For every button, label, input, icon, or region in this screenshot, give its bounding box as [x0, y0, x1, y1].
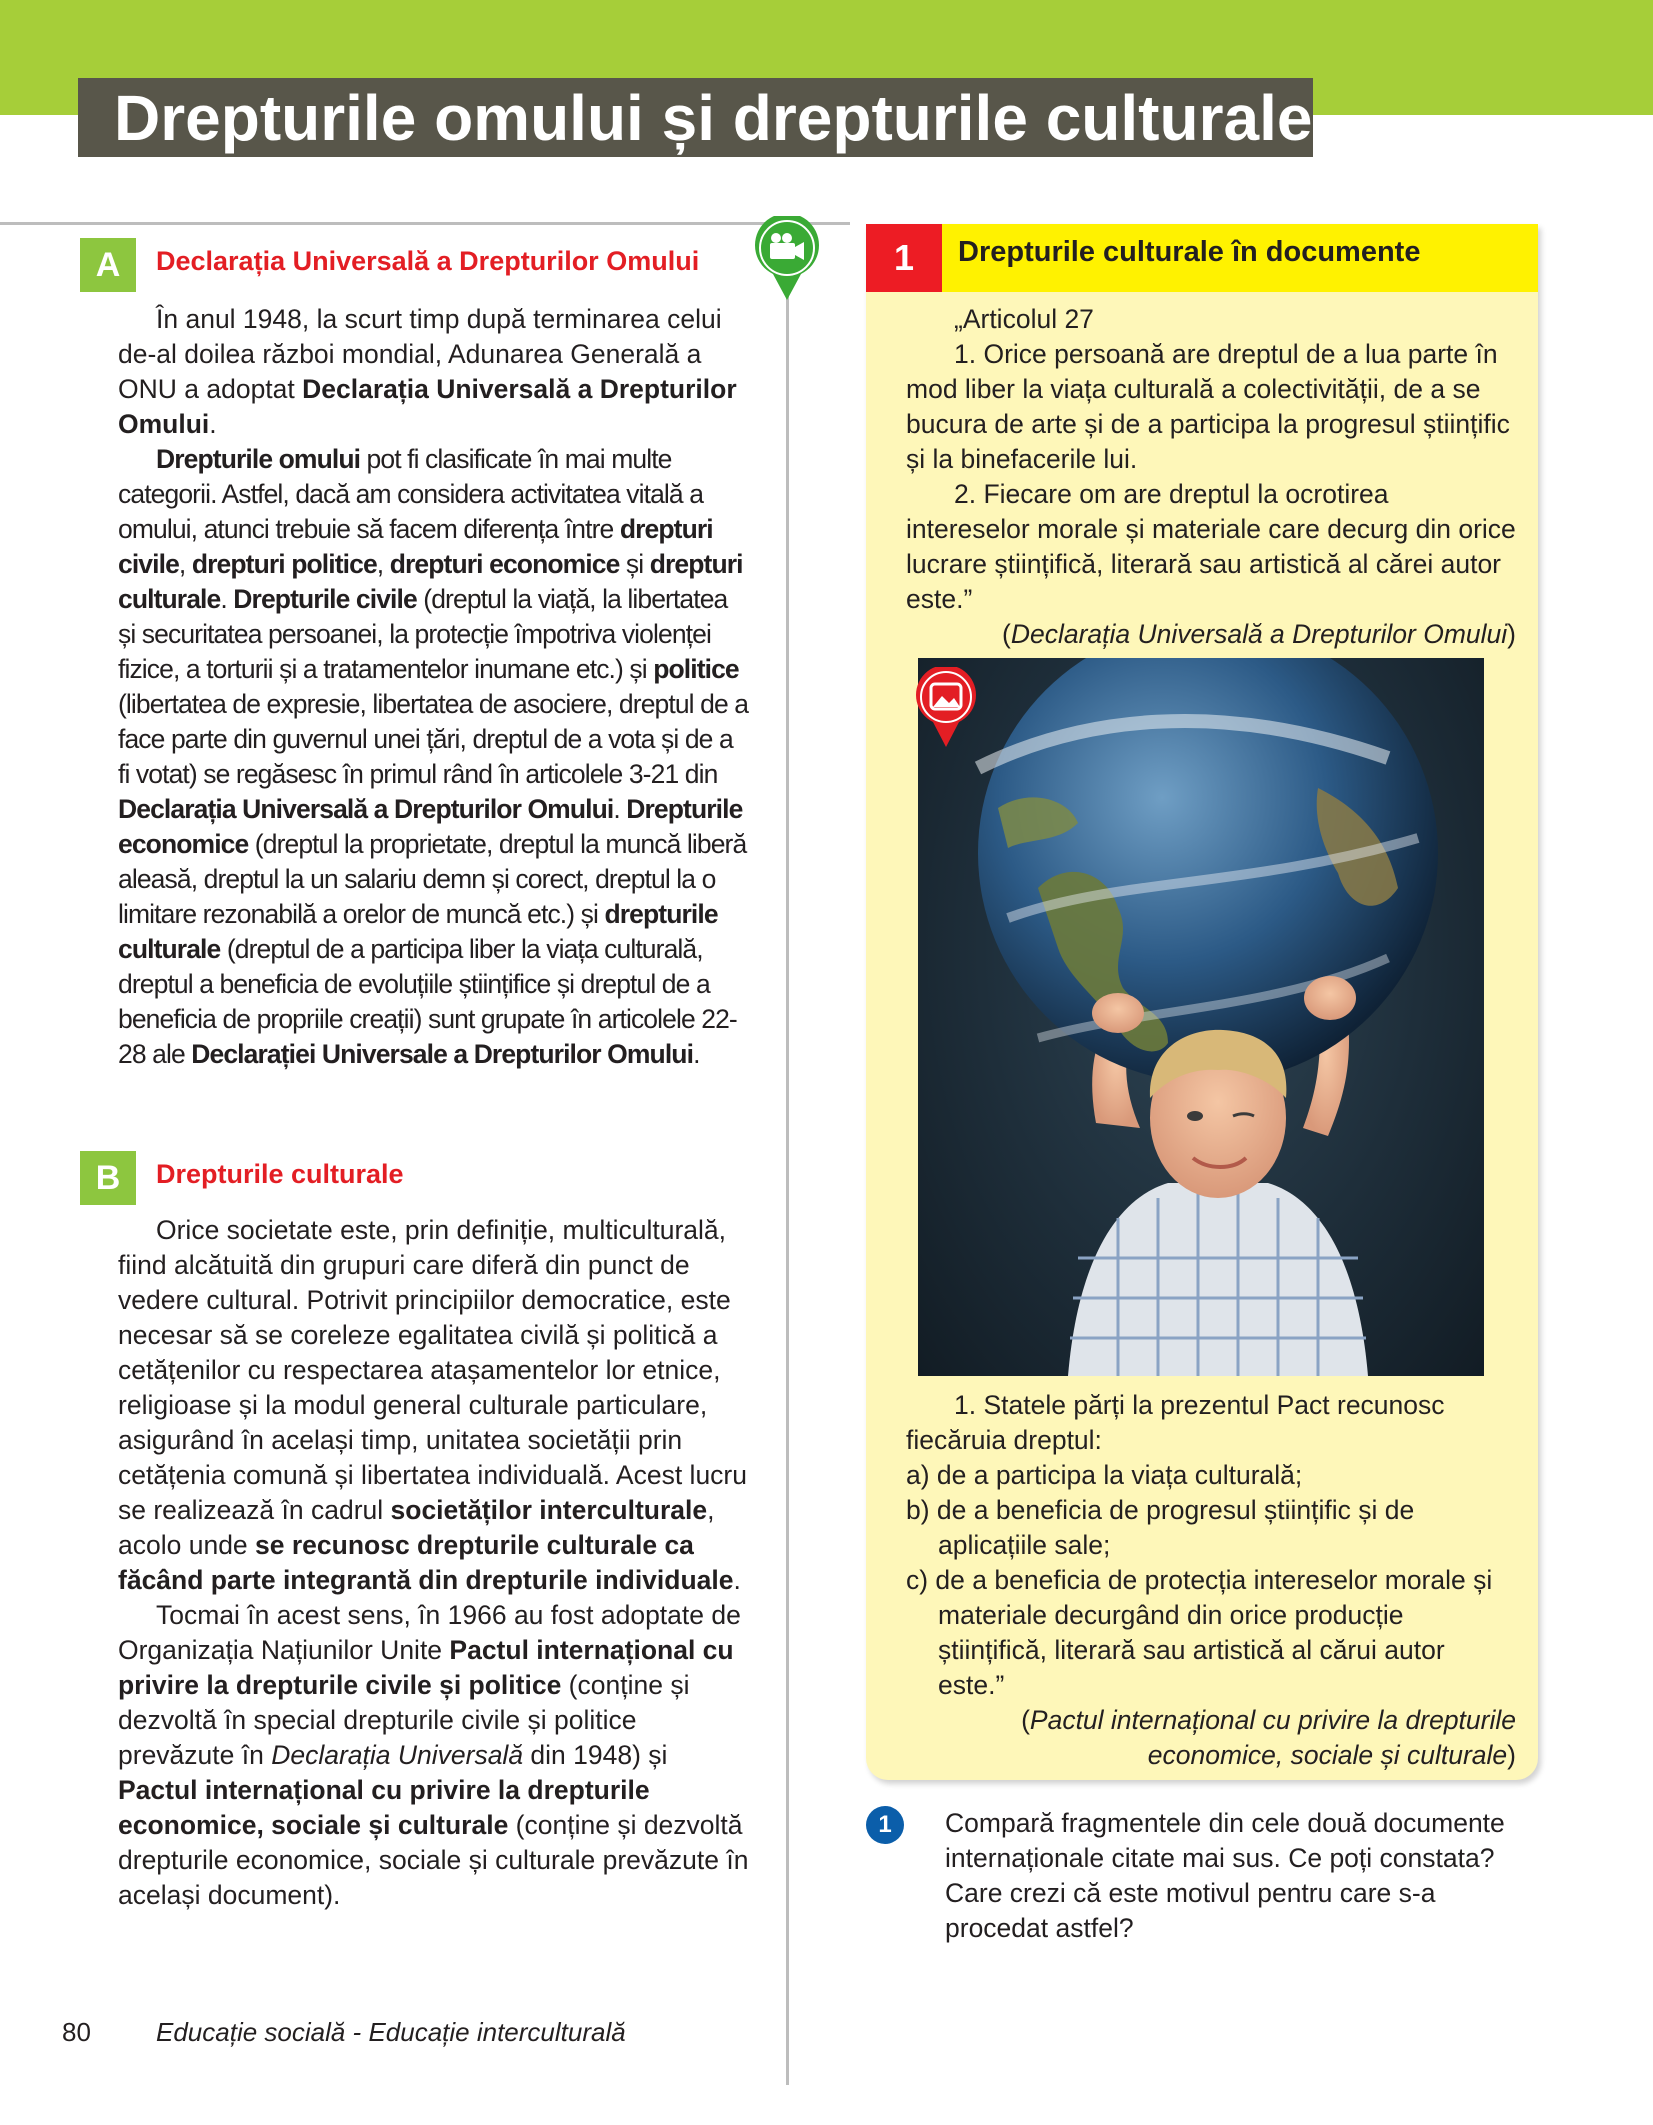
section-b-title: Drepturile culturale: [156, 1159, 404, 1189]
child-holding-earth-photo: [918, 658, 1484, 1376]
document-2-item-b: b) de a beneficia de progresul științific și de aplicațiile sale;: [906, 1495, 1415, 1560]
title-bar: [78, 78, 1313, 157]
document-2-text: [906, 1388, 1516, 1773]
documents-box-number: 1: [866, 224, 942, 292]
checked-shirt: [1068, 1183, 1368, 1376]
section-a-title: Declarația Universală a Drepturilor Omului: [156, 246, 700, 276]
document-1-source: (Declarația Universală a Drepturilor Omului): [1002, 619, 1516, 649]
photo-illustration: [918, 658, 1484, 1376]
section-b-body: [118, 1213, 750, 1913]
left-hand: [1092, 993, 1144, 1033]
document-1-item-2: 2. Fiecare om are dreptul la ocrotirea intereselor morale și materiale care decurg din orice lucrare științifică, literară sau artistică al cărei autor este.”: [906, 479, 1516, 614]
page-title: Drepturile omului și drepturile culturale: [114, 82, 1313, 154]
image-icon[interactable]: [914, 667, 978, 749]
document-1-heading: „Articolul 27: [954, 304, 1094, 334]
right-hand: [1304, 976, 1356, 1020]
page-number: 80: [62, 2017, 91, 2047]
footer-title: Educație socială - Educație interculturală: [156, 2017, 626, 2047]
section-a-body: [118, 302, 750, 1072]
question-number-badge: 1: [866, 1806, 904, 1844]
document-2-item-a: a) de a participa la viața culturală;: [906, 1460, 1303, 1490]
document-2-source: (Pactul internațional cu privire la drepturile economice, sociale și culturale): [1021, 1705, 1516, 1770]
document-2-item-1: 1. Statele părți la prezentul Pact recunosc fiecăruia dreptul:: [906, 1390, 1445, 1455]
section-b-paragraph-2: Tocmai în acest sens, în 1966 au fost adoptate de Organizația Națiunilor Unite Pactul internațional cu privire la drepturile civile și politice (conține și dezvoltă în special drepturile civile și politice prevăzute în Declarația Universală din 1948) și Pactul internațional cu privire la drepturile economice, sociale și culturale (conține și dezvoltă drepturile economice, sociale și culturale prevăzute în același document).: [118, 1600, 749, 1910]
column-divider: [786, 270, 789, 2085]
section-a-letter: A: [80, 238, 136, 292]
video-camera-icon[interactable]: [753, 216, 821, 302]
section-b-paragraph-1: Orice societate este, prin definiție, multiculturală, fiind alcătuită din grupuri care diferă din punct de vedere cultural. Potrivit principiilor democratice, este necesar să se coreleze egalitatea civilă și politică a cetățenilor cu respectarea atașamentelor lor etnice, religioase și la modul general culturale particulare, asigurând în același timp, unitatea societății prin cetățenia comună și libertatea individuală. Acest lucru se realizează în cadrul societăților interculturale, acolo unde se recunosc drepturile culturale ca făcând parte integrantă din drepturile individuale.: [118, 1215, 747, 1595]
horizontal-divider: [0, 222, 850, 225]
section-a-paragraph-1: În anul 1948, la scurt timp după terminarea celui de-al doilea război mondial, Adunarea Generală a ONU a adoptat Declarația Universală a Drepturilor Omului.: [118, 304, 737, 439]
question-text: Compară fragmentele din cele două documente internaționale citate mai sus. Ce poți constata? Care crezi că este motivul pentru care s-a procedat astfel?: [945, 1808, 1505, 1943]
document-1-item-1: 1. Orice persoană are dreptul de a lua parte în mod liber la viața culturală a colectivității, de a se bucura de arte și de a participa la progresul științific și la binefacerile lui.: [906, 339, 1510, 474]
section-b-letter: B: [80, 1151, 136, 1205]
documents-box-title: Drepturile culturale în documente: [958, 236, 1421, 268]
document-2-item-c: c) de a beneficia de protecția intereselor morale și materiale decurgând din orice producție științifică, literară sau artistică al cărui autor este.”: [906, 1565, 1493, 1700]
document-1-text: [906, 302, 1516, 652]
section-a-paragraph-2: Drepturile omului pot fi clasificate în mai multe categorii. Astfel, dacă am considera activitatea vitală a omului, atunci trebuie să facem diferența între drepturi civile, drepturi politice, drepturi economice și drepturi culturale. Drepturile civile (dreptul la viață, la libertatea și securitatea persoanei, la protecție împotriva violenței fizice, a torturii și a tratamentelor inumane etc.) și politice (libertatea de expresie, libertatea de asociere, dreptul de a face parte din guvernul unei țări, dreptul de a vota și de a fi votat) se regăsesc în primul rând în articolele 3-21 din Declarația Universală a Drepturilor Omului. Drepturile economice (dreptul la proprietate, dreptul la muncă liberă aleasă, dreptul la un salariu demn și corect, dreptul la o limitare rezonabilă a orelor de muncă etc.) și drepturile culturale (dreptul de a participa liber la viața culturală, dreptul a beneficia de evoluțiile științifice și dreptul de a beneficia de propriile creații) sunt grupate în articolele 22-28 ale Declarației Universale a Drepturilor Omului.: [118, 444, 749, 1069]
